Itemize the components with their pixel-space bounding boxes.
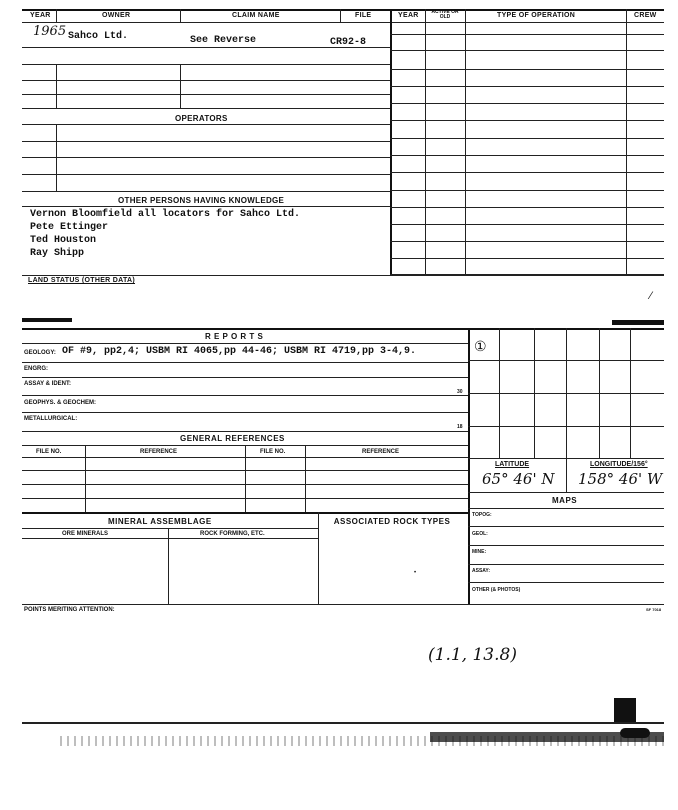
metallurgical-label: METALLURGICAL:	[24, 416, 78, 422]
longitude-label: LONGITUDE/156°	[590, 461, 648, 468]
geophys-label: GEOPHYS. & GEOCHEM:	[24, 400, 97, 406]
other-photos-label: OTHER (& PHOTOS)	[472, 587, 521, 593]
header-file: FILE	[355, 12, 372, 19]
general-references-title: GENERAL REFERENCES	[180, 434, 285, 443]
person-3: Ted Houston	[30, 235, 97, 246]
person-2: Pete Ettinger	[30, 222, 109, 233]
mineral-assemblage-title: MINERAL ASSEMBLAGE	[108, 517, 212, 526]
longitude-value: 158° 46' W	[578, 470, 663, 488]
header-type-of-operation: TYPE OF OPERATION	[497, 12, 576, 19]
others-title: OTHER PERSONS HAVING KNOWLEDGE	[118, 196, 285, 205]
dot-mark: •	[414, 570, 417, 576]
assay-label: ASSAY & IDENT:	[24, 381, 72, 387]
assay-map-label: ASSAY:	[472, 568, 491, 574]
header-crew: CREW	[634, 12, 657, 19]
header-active-or-old: ACTIVE OR OLD	[431, 9, 459, 20]
rock-forming-header: ROCK FORMING, ETC.	[200, 531, 265, 537]
form-number: SF 7018	[646, 607, 662, 612]
scan-smudge	[620, 728, 650, 738]
latitude-value: 65° 46' N	[482, 470, 555, 488]
reports-title: R E P O R T S	[205, 332, 264, 341]
latitude-label: LATITUDE	[495, 461, 530, 468]
reference-header-2: REFERENCE	[362, 449, 400, 455]
geol-label: GEOL:	[472, 531, 488, 537]
file-no-header-2: FILE NO.	[260, 449, 286, 455]
persons-list	[30, 208, 300, 260]
scan-smudge	[612, 320, 664, 325]
entry-claim-name: See Reverse	[190, 35, 257, 46]
side-number-18: 18	[457, 424, 463, 430]
entry-year: 1965	[33, 24, 67, 39]
land-status-label: LAND STATUS (OTHER DATA)	[28, 277, 136, 284]
entry-file: CR92-8	[330, 37, 367, 48]
reference-header: REFERENCE	[140, 449, 178, 455]
points-label: POINTS MERITING ATTENTION:	[24, 607, 115, 613]
ore-minerals-header: ORE MINERALS	[62, 531, 109, 537]
mine-label: MINE:	[472, 549, 487, 555]
scan-block	[614, 698, 636, 722]
side-number-30: 30	[457, 389, 463, 395]
header-year: YEAR	[30, 12, 51, 19]
grid-mark: ①	[474, 338, 487, 354]
maps-title: MAPS	[552, 496, 578, 505]
associated-rock-types: ASSOCIATED ROCK TYPES	[333, 517, 451, 526]
coords-note: (1.1, 13.8)	[428, 645, 517, 665]
stray-mark: ⁄	[650, 290, 652, 302]
geology-label: GEOLOGY:	[24, 350, 56, 356]
file-no-header: FILE NO.	[36, 449, 62, 455]
topog-label: TOPOG:	[472, 512, 492, 518]
header-owner: OWNER	[102, 12, 131, 19]
geology-value: OF #9, pp2,4; USBM RI 4065,pp 44-46; USBM RI 4719,pp 3-4,9.	[62, 346, 417, 357]
scan-smudge	[22, 318, 72, 322]
person-4: Ray Shipp	[30, 248, 85, 259]
header-claim-name: CLAIM NAME	[232, 12, 280, 19]
operators-title: OPERATORS	[175, 114, 228, 123]
person-1: Vernon Bloomfield all locators for Sahco Ltd.	[30, 209, 301, 220]
entry-owner: Sahco Ltd.	[68, 31, 129, 42]
engrg-label: ENGRG:	[24, 366, 48, 372]
header-year-right: YEAR	[398, 12, 419, 19]
